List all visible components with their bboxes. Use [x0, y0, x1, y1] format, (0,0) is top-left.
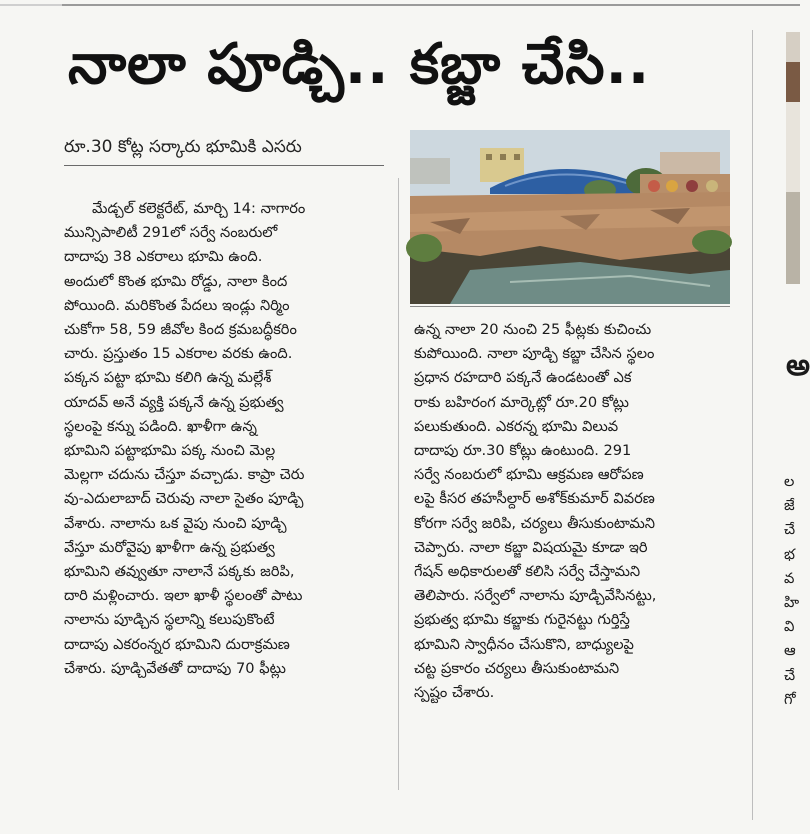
body-line: వి: [784, 618, 795, 636]
body-line: కోరగా సర్వే జరిపి, చర్యలు తీసుకుంటామని: [414, 514, 656, 532]
body-line: చుకోగా 58, 59 జీవోల కింద క్రమబద్ధీకరిం: [64, 321, 297, 339]
body-line: దాదాపు ఎకరంన్నర భూమిని దురాక్రమణ: [64, 635, 290, 653]
body-line: అందులో కొంత భూమి రోడ్డు, నాలా కింద: [64, 272, 288, 290]
article-middle-column: [414, 318, 744, 705]
adjacent-article-column: [784, 470, 800, 712]
body-line: చే: [784, 666, 796, 684]
body-line: కుపోయింది. నాలా పూడ్చి కబ్జా చేసిన స్థలం: [414, 345, 655, 363]
body-line: ప్రభుత్వ భూమి కబ్జాకు గురైనట్టు గుర్తిస్తే: [414, 611, 630, 629]
top-rule-left: [0, 4, 62, 6]
body-line: దాదాపు 38 ఎకరాలు భూమి ఉంది.: [64, 248, 263, 266]
body-line: భూమిని పట్టాభూమి పక్క నుంచి మెల్ల: [64, 442, 276, 460]
body-line: లపై కీసర తహసీల్దార్ అశోక్‌కుమార్ వివరణ: [414, 490, 655, 508]
adjacent-article-photo: [786, 32, 800, 284]
news-photo-encroached-drain: [410, 130, 730, 304]
body-line: ప్రధాన రహదారి పక్కనే ఉండటంతో ఎక: [414, 369, 632, 387]
body-line: పలుకుతుంది. ఎకరన్న భూమి విలువ: [414, 417, 619, 435]
body-line: రాకు బహిరంగ మార్కెట్లో రూ.20 కోట్లు: [414, 393, 629, 411]
body-line: మున్సిపాలిటీ 291లో సర్వే నంబరులో: [64, 224, 278, 242]
body-line: వేస్తూ మరోవైపు ఖాళీగా ఉన్న ప్రభుత్వ: [64, 538, 275, 556]
body-line: పక్కన పట్టా భూమి కలిగి ఉన్న మల్లేశ్: [64, 369, 272, 387]
body-line: ఉన్న నాలా 20 నుంచి 25 ఫీట్లకు కుచించు: [414, 321, 652, 338]
body-line: భ: [784, 545, 795, 563]
column-divider: [398, 178, 399, 790]
body-line: వు-ఎదులాబాద్ చెరువు నాలా సైతం పూడ్చి: [64, 490, 304, 508]
body-line: జే: [784, 497, 795, 515]
article-left-column: [64, 197, 388, 681]
body-line: భూమిని స్వాధీనం చేసుకొని, బాధ్యులపై: [414, 635, 634, 653]
adjacent-article-headline: అ: [786, 348, 810, 383]
body-line: చేశారు. పూడ్చివేతతో దాదాపు 70 ఫీట్లు: [64, 659, 286, 677]
body-line: చట్ట ప్రకారం చర్యలు తీసుకుంటామని: [414, 659, 620, 677]
body-line: నాలాను పూడ్చిన స్థలాన్ని కలుపుకొంటే: [64, 611, 275, 629]
body-line: పోయింది. మరికొంత పేదలు ఇండ్లు నిర్మిం: [64, 296, 290, 314]
body-line: ల: [784, 473, 795, 490]
body-line: హి: [784, 594, 800, 612]
body-line: ఆ: [784, 642, 796, 660]
body-line: మెల్లగా చదును చేస్తూ వచ్చాడు. కాప్రా చెరు: [64, 466, 305, 484]
body-line: వ: [784, 569, 795, 587]
column-divider-right: [752, 30, 753, 820]
photo-rule: [410, 306, 730, 307]
body-line: మేడ్చల్ కలెక్టరేట్, మార్చి 14: నాగారం: [92, 200, 306, 217]
body-line: చే: [784, 521, 796, 539]
body-line: దాదాపు రూ.30 కోట్లు ఉంటుంది. 291: [414, 442, 632, 460]
body-line: గో: [784, 690, 796, 708]
body-line: యాదవ్ అనే వ్యక్తి పక్కనే ఉన్న ప్రభుత్వ: [64, 393, 284, 411]
article-headline: నాలా పూడ్చి.. కబ్జా చేసి..: [68, 32, 651, 97]
article-subheadline: రూ.30 కోట్ల సర్కారు భూమికి ఎసరు: [64, 137, 302, 157]
body-line: వేశారు. నాలాను ఒక వైపు నుంచి పూడ్చి: [64, 514, 287, 532]
body-line: దారి మళ్లించారు. ఇలా ఖాళీ స్థలంతో పాటు: [64, 587, 303, 605]
body-line: సర్వే నంబరులో భూమి ఆక్రమణ ఆరోపణ: [414, 466, 644, 484]
body-line: స్థలంపై కన్ను పడింది. ఖాళీగా ఉన్న: [64, 417, 257, 435]
body-line: భూమిని తవ్వుతూ నాలానే పక్కకు జరిపి,: [64, 563, 295, 581]
body-line: స్పష్టం చేశారు.: [414, 684, 495, 702]
body-line: చెప్పారు. నాలా కబ్జా విషయమై కూడా ఇరి: [414, 538, 648, 556]
top-rule: [62, 4, 800, 6]
body-line: చారు. ప్రస్తుతం 15 ఎకరాల వరకు ఉంది.: [64, 345, 293, 363]
body-line: తెలిపారు. సర్వేలో నాలాను పూడ్చివేసినట్టు,: [414, 587, 657, 605]
subheadline-rule: [64, 165, 384, 166]
body-line: గేషన్ అధికారులతో కలిసి సర్వే చేస్తామని: [414, 563, 641, 581]
